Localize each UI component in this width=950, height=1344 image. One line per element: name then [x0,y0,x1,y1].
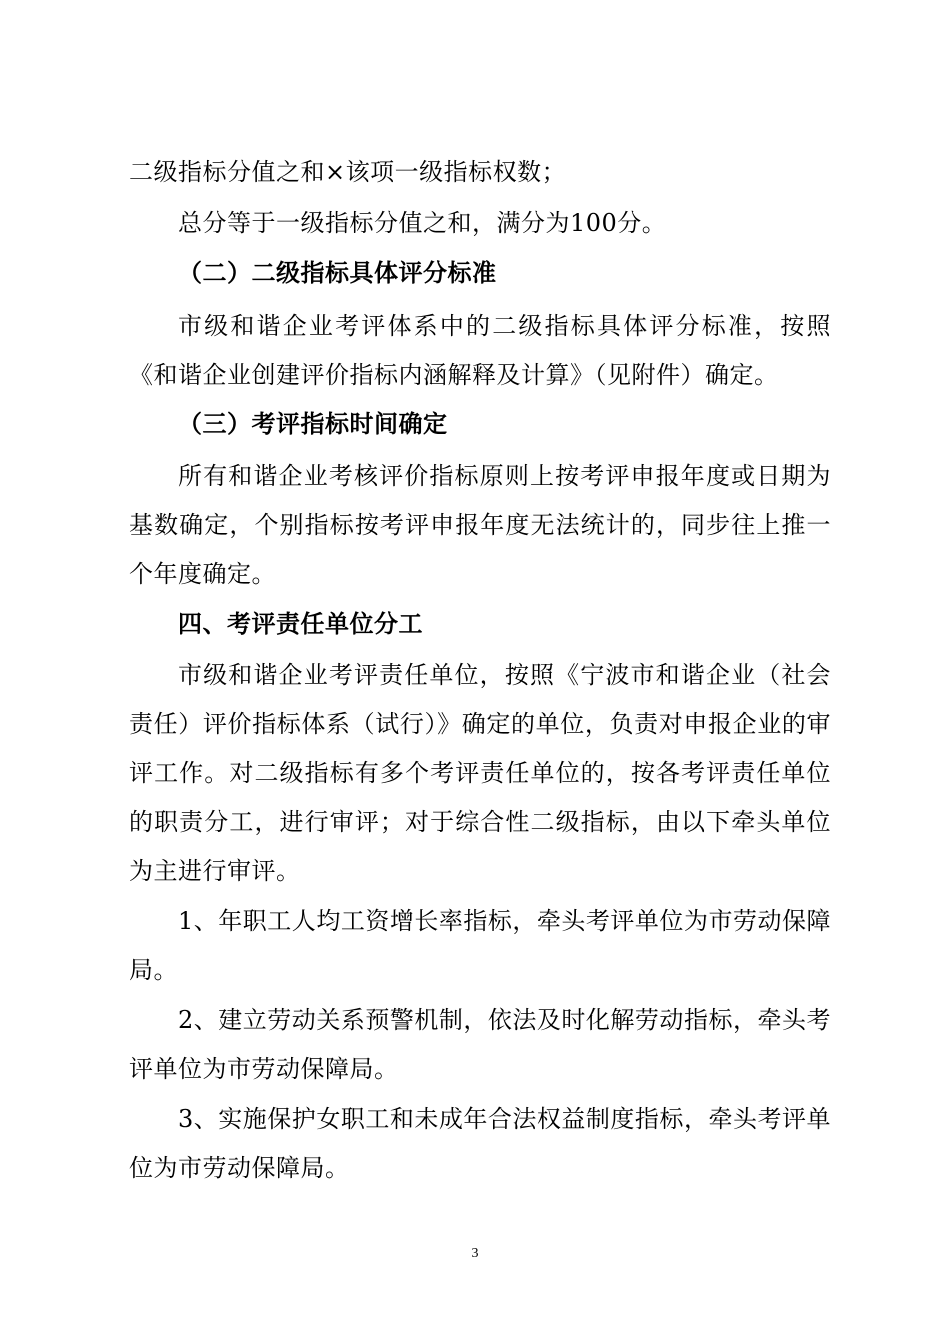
total-score-paragraph: 总分等于一级指标分值之和，满分为100分。 [178,209,667,237]
responsibility-paragraph: 市级和谐企业考评责任单位，按照《宁波市和谐企业（社会责任）评价指标体系（试行）》确定的单位，负责对申报企业的审评工作。对二级指标有多个考评责任单位的，按各考评责任单位的职责分工，进行审评；对于综合性二级指标，由以下牵头单位为主进行审评。 [129,661,831,885]
scoring-standard-paragraph: 市级和谐企业考评体系中的二级指标具体评分标准，按照《和谐企业创建评价指标内涵解释及计算》（见附件）确定。 [129,312,831,389]
page-number: 3 [471,1246,479,1261]
list-item-2: 2、建立劳动关系预警机制，依法及时化解劳动指标，牵头考评单位为市劳动保障局。 [129,1006,831,1083]
list-item-1: 1、年职工人均工资增长率指标，牵头考评单位为市劳动保障局。 [129,907,831,984]
section-heading-3: （三）考评指标时间确定 [178,410,448,438]
section-heading-2: （二）二级指标具体评分标准 [178,259,497,287]
continuation-line: 二级指标分值之和×该项一级指标权数； [129,158,567,186]
list-item-3: 3、实施保护女职工和未成年合法权益制度指标，牵头考评单位为市劳动保障局。 [129,1105,831,1182]
section-heading-4: 四、考评责任单位分工 [178,610,423,638]
time-determination-paragraph: 所有和谐企业考核评价指标原则上按考评申报年度或日期为基数确定，个别指标按考评申报年度无法统计的，同步往上推一个年度确定。 [129,462,831,588]
